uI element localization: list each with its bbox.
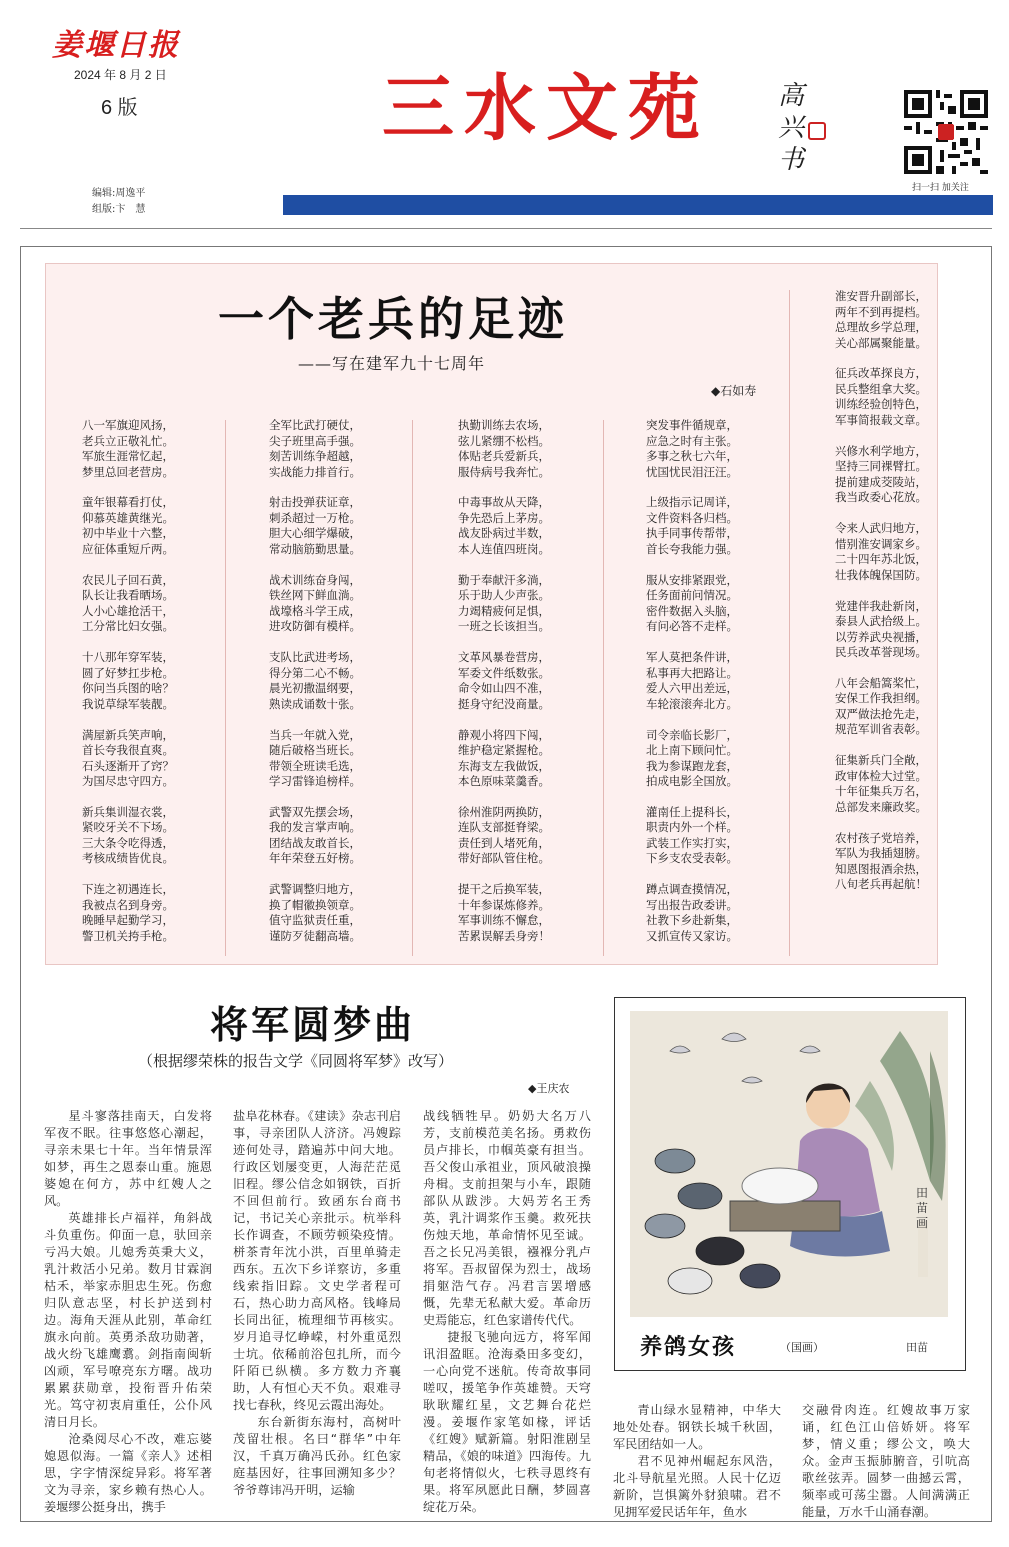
poem-line: 爱人六甲出差远， [646, 681, 738, 696]
poem-line: 忧国忧民泪汪汪。 [646, 464, 738, 479]
poem-line: 社教下乡赴新集， [646, 913, 738, 928]
poem-line: 执手同事传帮带， [646, 526, 738, 541]
poem-line: 带好部队管住枪。 [458, 851, 550, 866]
poem-line: 团结战友敢首长， [269, 835, 361, 850]
poem-stanza [82, 650, 232, 712]
poem-line: 随后破格当班长。 [269, 743, 361, 758]
poem-line: 征集新兵门全敞， [835, 753, 927, 768]
poem-stanza [458, 573, 608, 635]
poem-line: 挺身守纪没商量。 [458, 696, 550, 711]
poem-stanza [82, 728, 232, 790]
poem-line: 文件资料各归档。 [646, 510, 738, 525]
painting-kind: （国画） [780, 1341, 824, 1354]
poem-line: 八年会船篙桨忙， [835, 675, 927, 690]
poem-line: 一班之长该担当。 [458, 619, 550, 634]
poem-stanza [82, 495, 232, 557]
poem-stanza [269, 728, 419, 790]
poem-line: 争先恐后上茅房。 [458, 510, 550, 525]
poem-line: 征兵改革探良方， [835, 366, 927, 381]
poem-line: 值守监狱责任重， [269, 913, 361, 928]
poem-line: 突发事件循规章， [646, 418, 738, 432]
poem-line: 灌南任上提科长， [646, 804, 738, 819]
poem-stanza [646, 495, 796, 557]
poem-line: 弦儿紧绷不松档。 [458, 433, 550, 448]
editor-credit: 编辑:周逸平 [92, 188, 146, 199]
article-column [44, 1108, 212, 1516]
poem-line: 农村孩子党培养， [835, 830, 927, 845]
poem-line: 安保工作我担纲。 [835, 691, 927, 706]
poem-line: 我说草绿军装靓。 [82, 696, 174, 711]
poem-line: 圆了好梦扛步枪。 [82, 665, 174, 680]
poem-line: 提前建成茭陵站， [835, 474, 927, 489]
poem-line: 紧咬牙关不下场。 [82, 820, 174, 835]
article-paragraph: 战线牺牲早。奶奶大名万八芳，支前模范美名扬。勇救伤员卢排长，巾帼英豪有担当。吾父俊山承祖业，顶风破浪操舟楫。支前担架与小车，跟随部队从跋涉。大妈芳名王秀英，乳汁调浆作玉羹。救死扶伤烛天地，革命情怀见至诚。吾之长兄冯美银，襁褓分乳卢将军。吾叔留保为烈士，战场捐躯浩气存。冯君言罢增感慨，先辈无私献大爱。革命历史焉能忘，红色家谱传代代。 [423, 1109, 591, 1327]
poem-line: 民兵改革誉现场。 [835, 645, 927, 660]
poem-line: 队长让我看晒场。 [82, 588, 174, 603]
poem-line: 老兵立正敬礼忙。 [82, 433, 174, 448]
article-subtitle: （根据缪荣株的报告文学《同圆将军梦》改写） [138, 1052, 454, 1070]
poem-line: 司令亲临长影厂， [646, 727, 738, 742]
article-column [613, 1402, 781, 1521]
poem-stanza [269, 805, 419, 867]
poem-stanza [835, 676, 985, 738]
poem-subtitle: ——写在建军九十七周年 [298, 354, 486, 373]
poem-stanza [646, 882, 796, 944]
poem-line: 武警双先摆会场， [269, 804, 361, 819]
poem-line: 勤于奉献汗多淌， [458, 572, 550, 587]
poem-stanza [82, 882, 232, 944]
poem-line: 八旬老兵再起航！ [835, 877, 927, 892]
poem-line: 谨防歹徒翻高墙。 [269, 928, 361, 943]
article-paragraph: 盐阜花林春。《建读》杂志刊启事，寻亲团队人济济。冯嫂踪迹何处寻，踏遍苏中问大地。行政区划屡变更，人海茫茫觅旧程。缪公信念如钢铁，百折不回但前行。致函东台商书记，书记关心亲批示。杭举科长作调查，不顾劳顿染疫情。栟茶青年沈小洪，百里单骑走西东。五次下乡详察访，多重线索指旧踪。文史学者程可石，热心助力高风格。钱峰局长同出征，梳理细节再核实。岁月追寻忆峥嵘，村外重觅烈士坑。依稀前浴包扎所，而今阡陌已纵横。多方数力齐襄助，人有恒心天不负。艰难寻找七春秋，终见云霞出海处。 [233, 1109, 401, 1412]
poem-line: 我的发言掌声响。 [269, 820, 361, 835]
poem-line: 铁丝网下鲜血淌。 [269, 588, 361, 603]
poem-stanza [269, 882, 419, 944]
poem-line: 静观小将四下闯， [458, 727, 550, 742]
poem-line: 政审体检大过堂。 [835, 768, 927, 783]
article-column [233, 1108, 401, 1499]
poem-line: 带领全班读毛选， [269, 758, 361, 773]
poem-line: 泰县人武拾级上。 [835, 614, 927, 629]
poem-line: 童年银幕看打仗， [82, 495, 174, 510]
poem-line: 任务面前问情况。 [646, 588, 738, 603]
poem-line: 十年征集兵万名， [835, 784, 927, 799]
poem-line: 执勤训练去农场， [458, 418, 550, 432]
poem-line: 提干之后换军装， [458, 882, 550, 897]
poem-stanza [835, 831, 985, 893]
seal-stamp-icon [808, 122, 826, 140]
poem-line: 晨光初撒温纲要， [269, 681, 361, 696]
poem-stanza [835, 444, 985, 506]
poem-line: 总理故乡学总理， [835, 320, 927, 334]
poem-line: 连队支部挺脊梁。 [458, 820, 550, 835]
poem-line: 得分第二心不畅。 [269, 665, 361, 680]
poem-line: 本人连值四班岗。 [458, 541, 550, 556]
poem-line: 维护稳定紧握枪。 [458, 743, 550, 758]
article-column [423, 1108, 591, 1516]
poem-line: 十年参谋炼修养。 [458, 897, 550, 912]
poem-stanza [646, 573, 796, 635]
poem-stanza [646, 728, 796, 790]
poem-stanza [458, 418, 608, 480]
poem-line: 徐州淮阴两换防， [458, 804, 550, 819]
poem-stanza [269, 495, 419, 557]
poem-stanza [458, 882, 608, 944]
poem-line: 以劳养武央视播， [835, 629, 927, 644]
poem-line: 淮安晋升副部长， [835, 289, 927, 303]
article-paragraph: 交融骨肉连。红嫂故事万家诵，红色江山倍娇妍。将军梦，情义重；缪公文，唤大众。金声玉振肺腑音，引吭高歌丝弦弄。圆梦一曲撼云霄，频率或可荡尘嚣。人间满满正能量，万水千山涌春潮。 [802, 1403, 970, 1519]
poem-stanza [269, 650, 419, 712]
poem-line: 总部发来廉政奖。 [835, 799, 927, 814]
poem-line: 军旅生涯常忆起， [82, 449, 174, 463]
poem-line: 战友卧病过半数， [458, 526, 550, 541]
edition-number: 6 版 [101, 97, 138, 119]
poem-line: 北上南下顾问忙。 [646, 743, 738, 758]
poem-line: 双严做法抢先走， [835, 706, 927, 721]
article-paragraph: 沧桑阅尽心不改，难忘婆媳恩似海。一篇《亲人》述相思，字字情深绽异彩。将军著文为寻亲，家乡赖有热心人。姜堰缪公挺身出，携手 [44, 1432, 212, 1514]
paper-name-logo: 姜堰日报 [52, 28, 180, 63]
poem-line: 初中毕业十六整， [82, 526, 174, 541]
poem-line: 换了帽徽换领章。 [269, 897, 361, 912]
poem-line: 蹲点调查摸情况， [646, 882, 738, 897]
poem-line: 三大条令吃得透， [82, 835, 174, 850]
poem-line: 工分常比妇女强。 [82, 619, 174, 634]
poem-line: 写出报告政委讲。 [646, 897, 738, 912]
poem-line: 我被点名到身旁。 [82, 897, 174, 912]
poem-line: 多事之秋七六年， [646, 449, 738, 463]
poem-line: 军人莫把条件讲， [646, 650, 738, 665]
painting-signature: 田苗画 [916, 1186, 929, 1230]
poem-line: 晚睡早起勤学习， [82, 913, 174, 928]
poem-line: 全军比武打硬仗， [269, 418, 361, 432]
poem-line: 二十四年苏北饭， [835, 552, 927, 567]
poem-line: 熟读成诵数十张。 [269, 696, 361, 711]
poem-stanza [82, 418, 232, 480]
poem-line: 又抓宣传又家访。 [646, 928, 738, 943]
poem-line: 实战能力排首行。 [269, 464, 361, 479]
poem-line: 文革风暴卷营房， [458, 650, 550, 665]
poem-line: 胆大心细学爆破， [269, 526, 361, 541]
poem-line: 战术训练奋身闯， [269, 572, 361, 587]
poem-line: 考核成绩皆优良。 [82, 851, 174, 866]
layout-credit: 组版:卞 慧 [92, 204, 146, 215]
poem-line: 本色原味菜羹香。 [458, 774, 550, 789]
poem-line: 两年不到再提档。 [835, 304, 927, 319]
poem-line: 首长夸我能力强。 [646, 541, 738, 556]
poem-line: 党建伴我赴新岗， [835, 598, 927, 613]
poem-line: 武装工作实打实， [646, 835, 738, 850]
poem-line: 人小心雄抢活干， [82, 603, 174, 618]
poem-line: 苦累误解丢身旁！ [458, 928, 550, 943]
poem-line: 坚持三同裸臂扛。 [835, 459, 927, 474]
issue-date: 2024 年 8 月 2 日 [74, 68, 167, 82]
poem-line: 我为参谋跑龙套， [646, 758, 738, 773]
poem-line: 关心部属聚能量。 [835, 335, 927, 350]
poem-line: 你问当兵图的啥？ [82, 681, 174, 696]
poem-line: 惜别淮安调家乡。 [835, 536, 927, 551]
poem-column [458, 418, 608, 960]
qr-caption: 扫一扫 加关注 [912, 183, 969, 193]
poem-line: 首长夸我很直爽。 [82, 743, 174, 758]
header-color-bar [283, 195, 993, 215]
article-paragraph: 东台新街东海村，高树叶茂留壮根。名曰“群华”中年汉，千真万确冯氏孙。红色家庭基因好，往事回溯知多少？爷爷尊讳冯开明，运输 [233, 1415, 401, 1497]
poem-line: 壮我体魄保国防。 [835, 567, 927, 582]
poem-line: 军队为我插翅膀。 [835, 846, 927, 861]
poem-line: 八一军旗迎风扬， [82, 418, 174, 432]
poem-line: 密件数据入头脑， [646, 603, 738, 618]
poem-line: 十八那年穿军装， [82, 650, 174, 665]
poem-line: 车轮滚滚奔北方。 [646, 696, 738, 711]
poem-stanza [646, 805, 796, 867]
poem-line: 常动脑筋勤思量。 [269, 541, 361, 556]
article-paragraph: 英雄排长卢福祥，角斜战斗负重伤。仰面一息，驮回亲亏冯大娘。儿媳秀英秉大义，乳汁救活小兄弟。数月甘霖润枯禾，举家赤胆忠生死。伤愈归队意志坚，村长护送到村边。海角天涯从此别，革命红旗永向前。英勇杀敌功勋著，战火纷飞雄鹰翥。剑指南闽斩凶顽，军号嘹亮东方曙。战功累累获勋章，投衔晋升佑荣光。笃守初衷肩重任，公仆风清日月长。 [44, 1211, 212, 1429]
poem-line: 军事训练不懈怠， [458, 913, 550, 928]
poem-line: 梦里总回老营房。 [82, 464, 174, 479]
poem-line: 仰慕英雄黄继光。 [82, 510, 174, 525]
poem-stanza [835, 521, 985, 583]
article-column [802, 1402, 970, 1521]
poem-line: 年年荣登五好榜。 [269, 851, 361, 866]
poem-line: 新兵集训湿衣裳， [82, 804, 174, 819]
poem-line: 力竭精疲何足惧， [458, 603, 550, 618]
poem-line: 为国尽忠守四方。 [82, 774, 174, 789]
poem-line: 学习雷锋追榜样。 [269, 774, 361, 789]
poem-line: 乐于助人少声张。 [458, 588, 550, 603]
article-title: 将军圆梦曲 [210, 1002, 416, 1047]
section-title: 三水文苑 [382, 65, 711, 150]
calligraphy-signature: 高兴书 [778, 81, 805, 175]
article-paragraph: 捷报飞驰向远方，将军闻讯泪盈眶。沧海桑田多变幻，一心向党不迷航。传奇故事同嗟叹，援笔争作英雄赞。天穹耿耿耀红星，文艺舞台花烂漫。姜堰作家笔如椽，评话《红嫂》赋新篇。射阳淮剧呈精品，《娘的味道》四海传。九旬老将情似火，七秩寻恩终有果。将军夙愿此日酬，梦圆喜绽花万朵。 [423, 1330, 591, 1514]
poem-column [82, 418, 232, 960]
poem-line: 农民儿子回石黄， [82, 572, 174, 587]
painting-image [630, 1011, 948, 1317]
poem-line: 服从安排紧跟党， [646, 572, 738, 587]
credits [92, 186, 145, 218]
poem-line: 应急之时有主张。 [646, 433, 738, 448]
poem-stanza [646, 418, 796, 480]
poem-line: 服侍病号我奔忙。 [458, 464, 550, 479]
poem-column [269, 418, 419, 960]
poem-line: 私事再大把路让。 [646, 665, 738, 680]
poem-line: 命令如山四不准， [458, 681, 550, 696]
poem-line: 民兵整组拿大奖。 [835, 381, 927, 396]
article-author: ◆王庆农 [528, 1082, 570, 1095]
poem-line: 体贴老兵爱新兵， [458, 449, 550, 463]
poem-column [835, 289, 985, 908]
article-paragraph: 星斗寥落挂南天，白发将军夜不眠。往事悠悠心潮起，寻亲未果七十年。当年情景浑如梦，再生之恩泰山重。施恩婆媳在何方，苏中红嫂人之风。 [44, 1109, 212, 1208]
article-paragraph: 君不见神州崛起东风浩，北斗导航星光照。人民十亿迈新阶，岂惧篱外豺狼啸。君不见拥军爱民话年年，鱼水 [613, 1454, 781, 1519]
poem-stanza [835, 366, 985, 428]
poem-line: 武警调整归地方， [269, 882, 361, 897]
poem-line: 职责内外一个样。 [646, 820, 738, 835]
poem-line: 军委文件纸数张。 [458, 665, 550, 680]
poem-line: 下乡支农受表彰。 [646, 851, 738, 866]
poem-column [646, 418, 796, 960]
poem-stanza [458, 495, 608, 557]
poem-line: 规范军训省表彰。 [835, 722, 927, 737]
painting-title: 养鸽女孩 [640, 1334, 737, 1360]
qr-code-icon[interactable] [904, 90, 988, 174]
poem-line: 令来人武归地方， [835, 521, 927, 536]
painting-artist: 田苗 [906, 1341, 928, 1354]
poem-stanza [835, 599, 985, 661]
poem-stanza [269, 573, 419, 635]
poem-stanza [82, 805, 232, 867]
poem-line: 支队比武进考场， [269, 650, 361, 665]
poem-line: 训练经验创特色， [835, 397, 927, 412]
poem-line: 应征体重短斤两。 [82, 541, 174, 556]
poem-line: 战壕格斗学王成， [269, 603, 361, 618]
poem-line: 责任到人堵死角， [458, 835, 550, 850]
poem-stanza [835, 753, 985, 815]
poem-line: 下连之初遇连长， [82, 882, 174, 897]
poem-stanza [458, 728, 608, 790]
poem-stanza [458, 650, 608, 712]
poem-line: 兴修水利学地方， [835, 443, 927, 458]
poem-line: 刻苦训练争超越， [269, 449, 361, 463]
poem-title: 一个老兵的足迹 [218, 292, 568, 346]
poem-line: 警卫机关挎手枪。 [82, 928, 174, 943]
poem-line: 上级指示记周详， [646, 495, 738, 510]
poem-line: 射击投弹获证章， [269, 495, 361, 510]
poem-line: 尖子班里高手强。 [269, 433, 361, 448]
poem-line: 当兵一年就入党， [269, 727, 361, 742]
poem-line: 我当政委心花放。 [835, 490, 927, 505]
article-paragraph: 青山绿水显精神，中华大地处处春。钢铁长城千秋固，军民团结如一人。 [613, 1403, 781, 1451]
poem-stanza [82, 573, 232, 635]
poem-line: 进攻防御有模样。 [269, 619, 361, 634]
poem-stanza [646, 650, 796, 712]
poem-stanza [835, 289, 985, 351]
masthead-divider [20, 228, 992, 229]
poem-line: 满屋新兵笑声响， [82, 727, 174, 742]
poem-line: 军事简报载文章。 [835, 412, 927, 427]
poem-line: 石头逐渐开了窍？ [82, 758, 174, 773]
poem-line: 拍成电影全国放。 [646, 774, 738, 789]
poem-stanza [458, 805, 608, 867]
poem-author: ◆石如寿 [711, 384, 757, 398]
poem-line: 中毒事故从天降， [458, 495, 550, 510]
poem-line: 有问必答不走样。 [646, 619, 738, 634]
poem-stanza [269, 418, 419, 480]
poem-line: 刺杀超过一万枪。 [269, 510, 361, 525]
poem-line: 知恩图报酒余热， [835, 861, 927, 876]
poem-line: 东海支左我做饭， [458, 758, 550, 773]
